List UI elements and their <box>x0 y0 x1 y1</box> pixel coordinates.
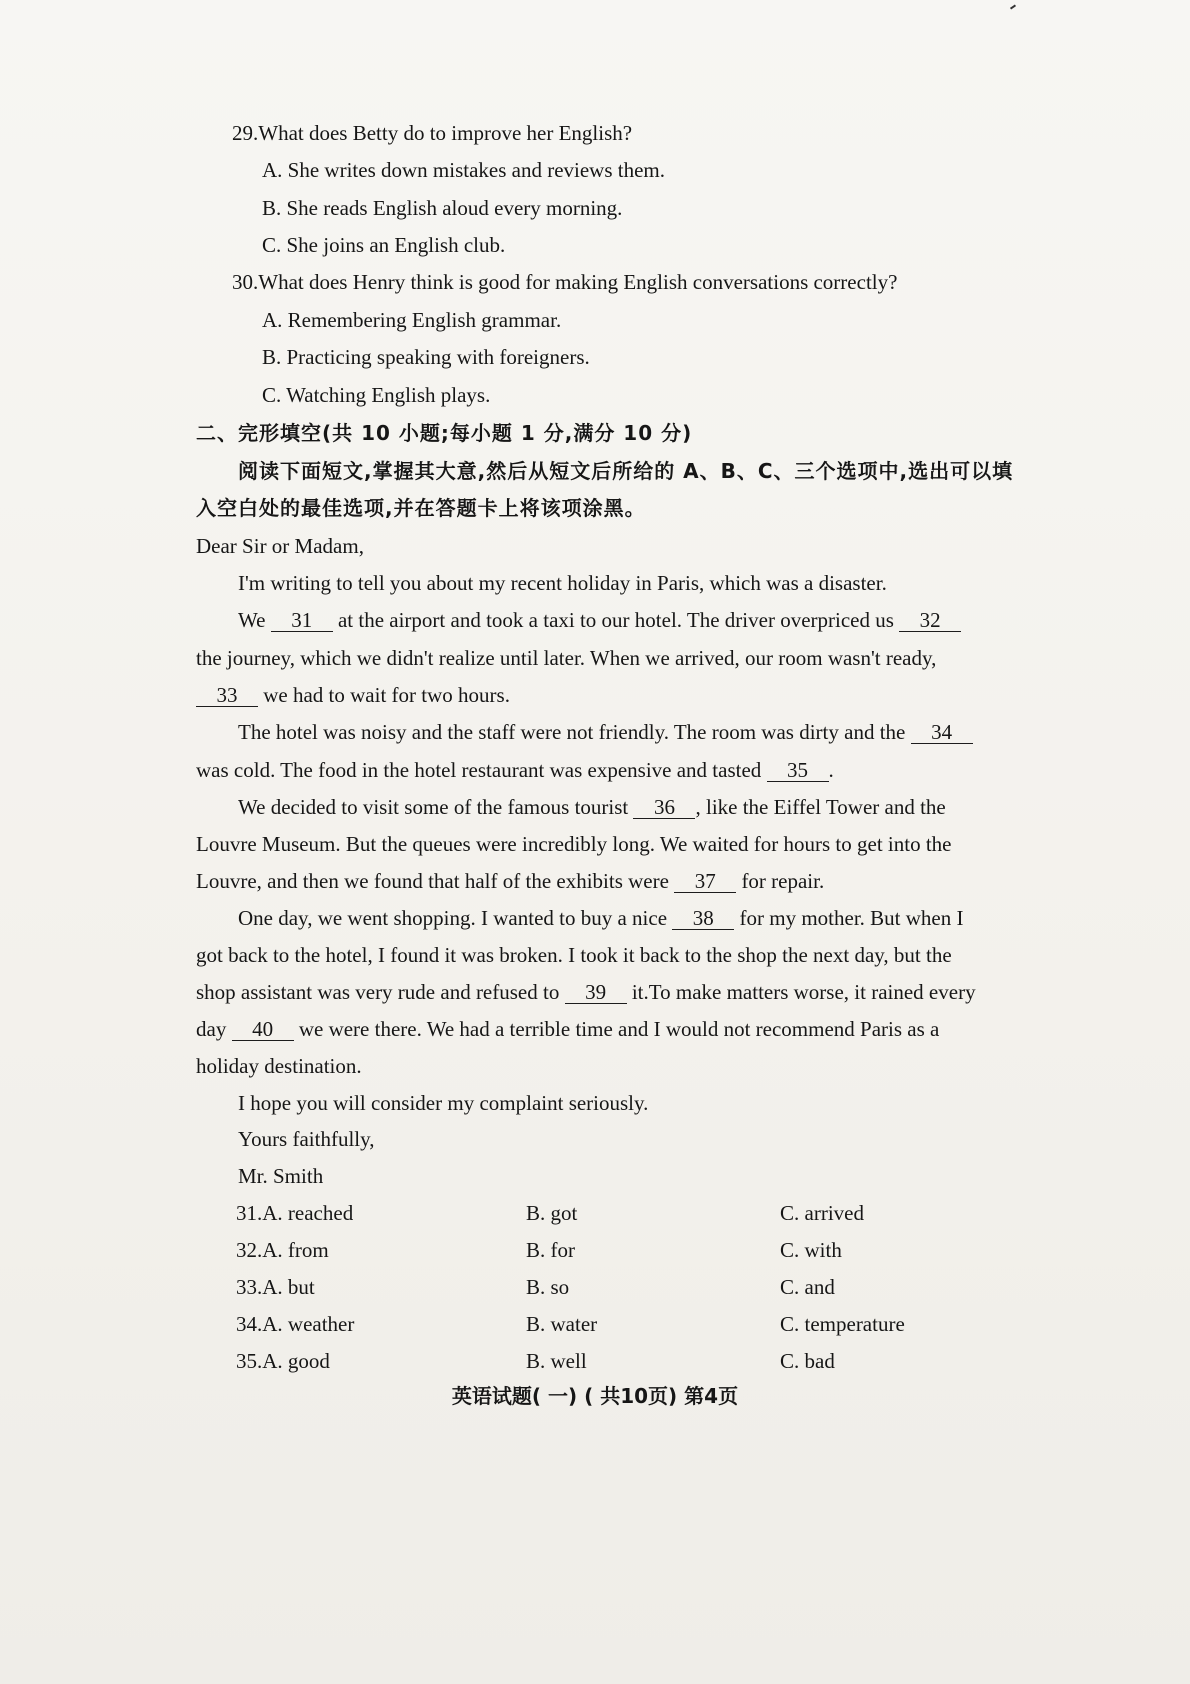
letter-paragraph-1: I'm writing to tell you about my recent holiday in Paris, which was a disaster. <box>238 571 887 595</box>
text-segment: for repair. <box>741 869 825 893</box>
question-29-option-b: B. She reads English aloud every morning. <box>262 196 623 220</box>
choice-31-a: 31.A. reached <box>236 1201 354 1225</box>
text-segment: we were there. We had a terrible time and I would not recommend Paris as a <box>298 1017 940 1041</box>
choice-35-b: B. well <box>526 1349 587 1373</box>
letter-paragraph-4-line-1 <box>238 794 946 820</box>
text-segment: for my mother. But when I <box>739 906 964 930</box>
letter-paragraph-3-line-1 <box>238 719 973 745</box>
question-30-option-c: C. Watching English plays. <box>262 383 491 407</box>
letter-paragraph-4-line-3 <box>196 868 824 894</box>
question-29-stem: 29.What does Betty do to improve her English? <box>232 121 633 145</box>
letter-closing: Yours faithfully, <box>238 1127 375 1151</box>
choice-34-c: C. temperature <box>780 1312 905 1336</box>
choice-33-a: 33.A. but <box>236 1275 315 1299</box>
letter-paragraph-5-line-1 <box>238 905 964 931</box>
letter-signature: Mr. Smith <box>238 1164 324 1188</box>
choice-33-b: B. so <box>526 1275 570 1299</box>
letter-paragraph-5-line-4 <box>196 1016 939 1042</box>
text-segment: at the airport and took a taxi to our hotel. The driver overpriced us <box>337 608 894 632</box>
question-30-option-a: A. Remembering English grammar. <box>262 308 562 332</box>
question-29-option-c: C. She joins an English club. <box>262 233 506 257</box>
section-heading: 二、完形填空(共 10 小题;每小题 1 分,满分 10 分) <box>196 421 693 445</box>
choice-33-c: C. and <box>780 1275 835 1299</box>
section-instruction-line1: 阅读下面短文,掌握其大意,然后从短文后所给的 A、B、C、三个选项中,选出可以填 <box>238 459 1014 483</box>
text-segment: . <box>828 758 834 782</box>
choice-31-c: C. arrived <box>780 1201 864 1225</box>
letter-paragraph-2-line-3 <box>196 682 510 708</box>
text-segment: The hotel was noisy and the staff were not friendly. The room was dirty and the <box>238 720 906 744</box>
text-segment: we had to wait for two hours. <box>263 683 510 707</box>
letter-paragraph-4-line-2: Louvre Museum. But the queues were incredibly long. We waited for hours to get into the <box>196 832 952 856</box>
choice-32-a: 32.A. from <box>236 1238 329 1262</box>
text-segment: it.To make matters worse, it rained every <box>631 980 976 1004</box>
text-segment: Louvre, and then we found that half of the exhibits were <box>196 869 669 893</box>
letter-paragraph-5-line-3 <box>196 979 976 1005</box>
blank-34: 34 <box>911 721 973 744</box>
page-footer: 英语试题( 一) ( 共10页) 第4页 <box>451 1384 739 1408</box>
question-30-stem: 30.What does Henry think is good for making English conversations correctly? <box>232 270 898 294</box>
choice-31-b: B. got <box>526 1201 578 1225</box>
text-segment: , like the Eiffel Tower and the <box>695 795 946 819</box>
choice-32-c: C. with <box>780 1238 842 1262</box>
text-segment: One day, we went shopping. I wanted to buy a nice <box>238 906 668 930</box>
blank-31: 31 <box>271 609 333 632</box>
blank-37: 37 <box>674 870 736 893</box>
blank-38: 38 <box>672 907 734 930</box>
text-segment: We decided to visit some of the famous tourist <box>238 795 629 819</box>
text-segment: was cold. The food in the hotel restaurant was expensive and tasted <box>196 758 762 782</box>
blank-40: 40 <box>232 1018 294 1041</box>
blank-32: 32 <box>899 609 961 632</box>
blank-35: 35 <box>767 759 829 782</box>
choice-row-35 <box>236 1348 936 1374</box>
choice-row-34 <box>236 1311 936 1337</box>
blank-33: 33 <box>196 684 258 707</box>
letter-paragraph-2-line-1 <box>238 607 961 633</box>
choice-row-31 <box>236 1200 936 1226</box>
question-29-option-a: A. She writes down mistakes and reviews them. <box>262 158 666 182</box>
section-instruction-line2: 入空白处的最佳选项,并在答题卡上将该项涂黑。 <box>196 496 646 520</box>
choice-34-a: 34.A. weather <box>236 1312 355 1336</box>
text-segment: day <box>196 1017 227 1041</box>
text-segment: shop assistant was very rude and refused to <box>196 980 560 1004</box>
letter-paragraph-3-line-2 <box>196 757 834 783</box>
blank-36: 36 <box>633 796 695 819</box>
letter-paragraph-5-line-5: holiday destination. <box>196 1054 362 1078</box>
letter-paragraph-2-line-2: the journey, which we didn't realize until later. When we arrived, our room wasn't ready, <box>196 646 937 670</box>
choice-row-33 <box>236 1274 936 1300</box>
letter-paragraph-5-line-2: got back to the hotel, I found it was broken. I took it back to the shop the next day, but the <box>196 943 952 967</box>
choice-35-a: 35.A. good <box>236 1349 330 1373</box>
blank-39: 39 <box>565 981 627 1004</box>
text-segment: We <box>238 608 266 632</box>
choice-row-32 <box>236 1237 936 1263</box>
scan-mark <box>1010 4 1016 9</box>
choice-32-b: B. for <box>526 1238 575 1262</box>
question-30-option-b: B. Practicing speaking with foreigners. <box>262 345 590 369</box>
choice-34-b: B. water <box>526 1312 598 1336</box>
letter-salutation: Dear Sir or Madam, <box>196 534 364 558</box>
choice-35-c: C. bad <box>780 1349 835 1373</box>
letter-paragraph-6: I hope you will consider my complaint seriously. <box>238 1091 649 1115</box>
